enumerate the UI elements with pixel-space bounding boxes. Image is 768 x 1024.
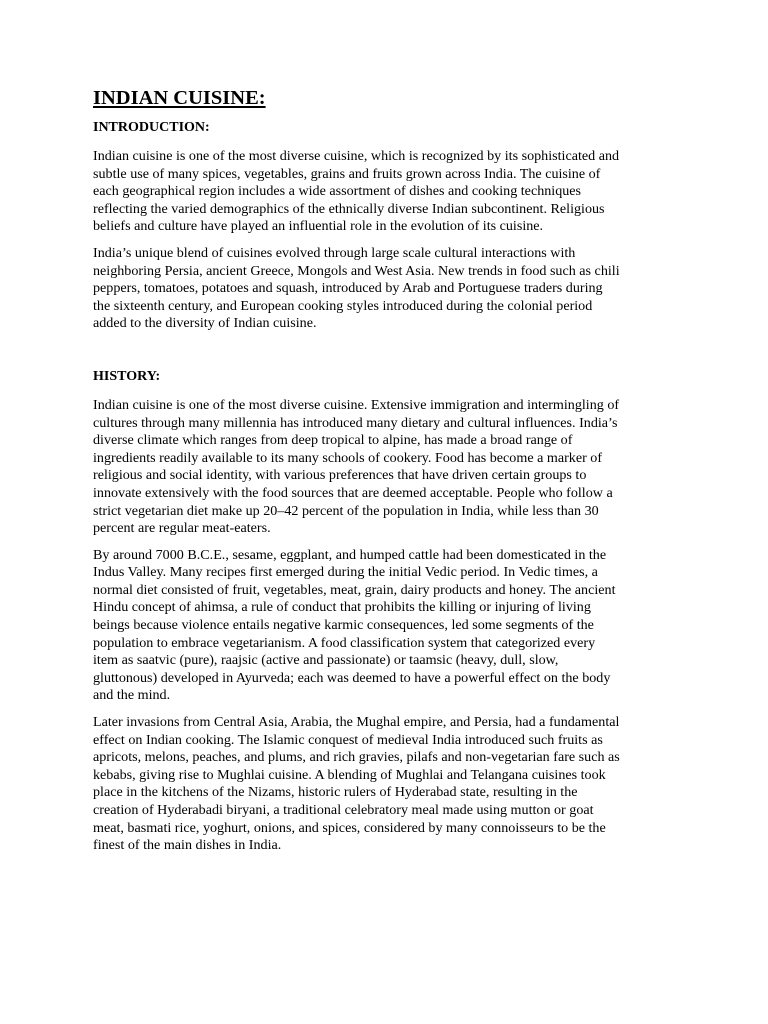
paragraph <box>93 397 685 538</box>
paragraph <box>93 245 685 333</box>
paragraph-line: Later invasions from Central Asia, Arabia, the Mughal empire, and Persia, had a fundamental <box>93 714 620 731</box>
paragraph-line: religious and social identity, with various preferences that have driven certain groups to <box>93 467 587 484</box>
paragraph-line: gluttonous) developed in Ayurveda; each was deemed to have a powerful effect on the body <box>93 669 611 686</box>
paragraph <box>93 148 685 236</box>
paragraph-line: cultures through many millennia has introduced many dietary and cultural influences. India’s <box>93 414 618 431</box>
paragraph-line: Indian cuisine is one of the most diverse cuisine. Extensive immigration and intermingling of <box>93 396 620 413</box>
paragraph-line: the sixteenth century, and European cooking styles introduced during the colonial period <box>93 297 593 314</box>
paragraph-line: meat, basmati rice, yoghurt, onions, and spices, considered by many connoisseurs to be the <box>93 819 606 836</box>
paragraph-line: Indus Valley. Many recipes first emerged during the initial Vedic period. In Vedic times, a <box>93 564 598 581</box>
paragraph-line: apricots, melons, peaches, and plums, and rich gravies, pilafs and non-vegetarian fare such as <box>93 749 620 766</box>
document-sections <box>93 119 685 855</box>
section-heading: INTRODUCTION: <box>93 120 210 135</box>
paragraph-line: finest of the main dishes in India. <box>93 837 282 854</box>
paragraph-line: India’s unique blend of cuisines evolved through large scale cultural interactions with <box>93 244 576 261</box>
paragraph-line: subtle use of many spices, vegetables, grains and fruits grown across India. The cuisine of <box>93 165 601 182</box>
paragraph-line: By around 7000 B.C.E., sesame, eggplant, and humped cattle had been domesticated in the <box>93 546 607 563</box>
paragraph-line: beings because violence entails negative karmic consequences, led some segments of the <box>93 617 594 634</box>
document-body <box>93 84 685 864</box>
paragraph <box>93 547 685 705</box>
paragraph-line: each geographical region includes a wide assortment of dishes and cooking techniques <box>93 183 582 200</box>
paragraph-line: percent are regular meat-eaters. <box>93 520 271 537</box>
paragraph-line: kebabs, giving rise to Mughlai cuisine. A blending of Mughlai and Telangana cuisines took <box>93 766 606 783</box>
paragraph-line: normal diet consisted of fruit, vegetables, meat, grain, dairy products and honey. The ancient <box>93 581 616 598</box>
paragraph-line: neighboring Persia, ancient Greece, Mongols and West Asia. New trends in food such as chili <box>93 262 620 279</box>
paragraph-line: place in the kitchens of the Nizams, historic rulers of Hyderabad state, resulting in the <box>93 784 578 801</box>
paragraph-line: added to the diversity of Indian cuisine. <box>93 315 317 332</box>
paragraph-line: diverse climate which ranges from deep tropical to alpine, has made a broad range of <box>93 432 573 449</box>
paragraph-line: item as saatvic (pure), raajsic (active and passionate) or taamsic (heavy, dull, slow, <box>93 652 559 669</box>
section-gap <box>93 342 685 368</box>
paragraph-line: Hindu concept of ahimsa, a rule of conduct that prohibits the killing or injuring of living <box>93 599 591 616</box>
paragraph-line: population to embrace vegetarianism. A food classification system that categorized every <box>93 634 596 651</box>
paragraph-line: innovate extensively with the food sources that are deemed acceptable. People who follow a <box>93 484 613 501</box>
paragraph-line: creation of Hyderabadi biryani, a traditional celebratory meal made using mutton or goat <box>93 802 594 818</box>
paragraph-line: peppers, tomatoes, potatoes and squash, introduced by Arab and Portuguese traders during <box>93 280 603 297</box>
paragraph-line: and the mind. <box>93 687 171 704</box>
paragraph-line: reflecting the varied demographics of the ethnically diverse Indian subcontinent. Religious <box>93 200 605 217</box>
paragraph-line: strict vegetarian diet make up 20–42 percent of the population in India, while less than 30 <box>93 502 599 519</box>
paragraph-line: beliefs and culture have played an influential role in the evolution of its cuisine. <box>93 218 544 235</box>
section-heading: HISTORY: <box>93 368 161 384</box>
paragraph-line: effect on Indian cooking. The Islamic conquest of medieval India introduced such fruits as <box>93 731 603 748</box>
document-title: INDIAN CUISINE: <box>93 87 266 109</box>
paragraph <box>93 714 685 855</box>
paragraph-line: Indian cuisine is one of the most diverse cuisine, which is recognized by its sophisticated and <box>93 148 620 164</box>
paragraph-line: ingredients readily available to its many schools of cookery. Food has become a marker of <box>93 449 603 466</box>
